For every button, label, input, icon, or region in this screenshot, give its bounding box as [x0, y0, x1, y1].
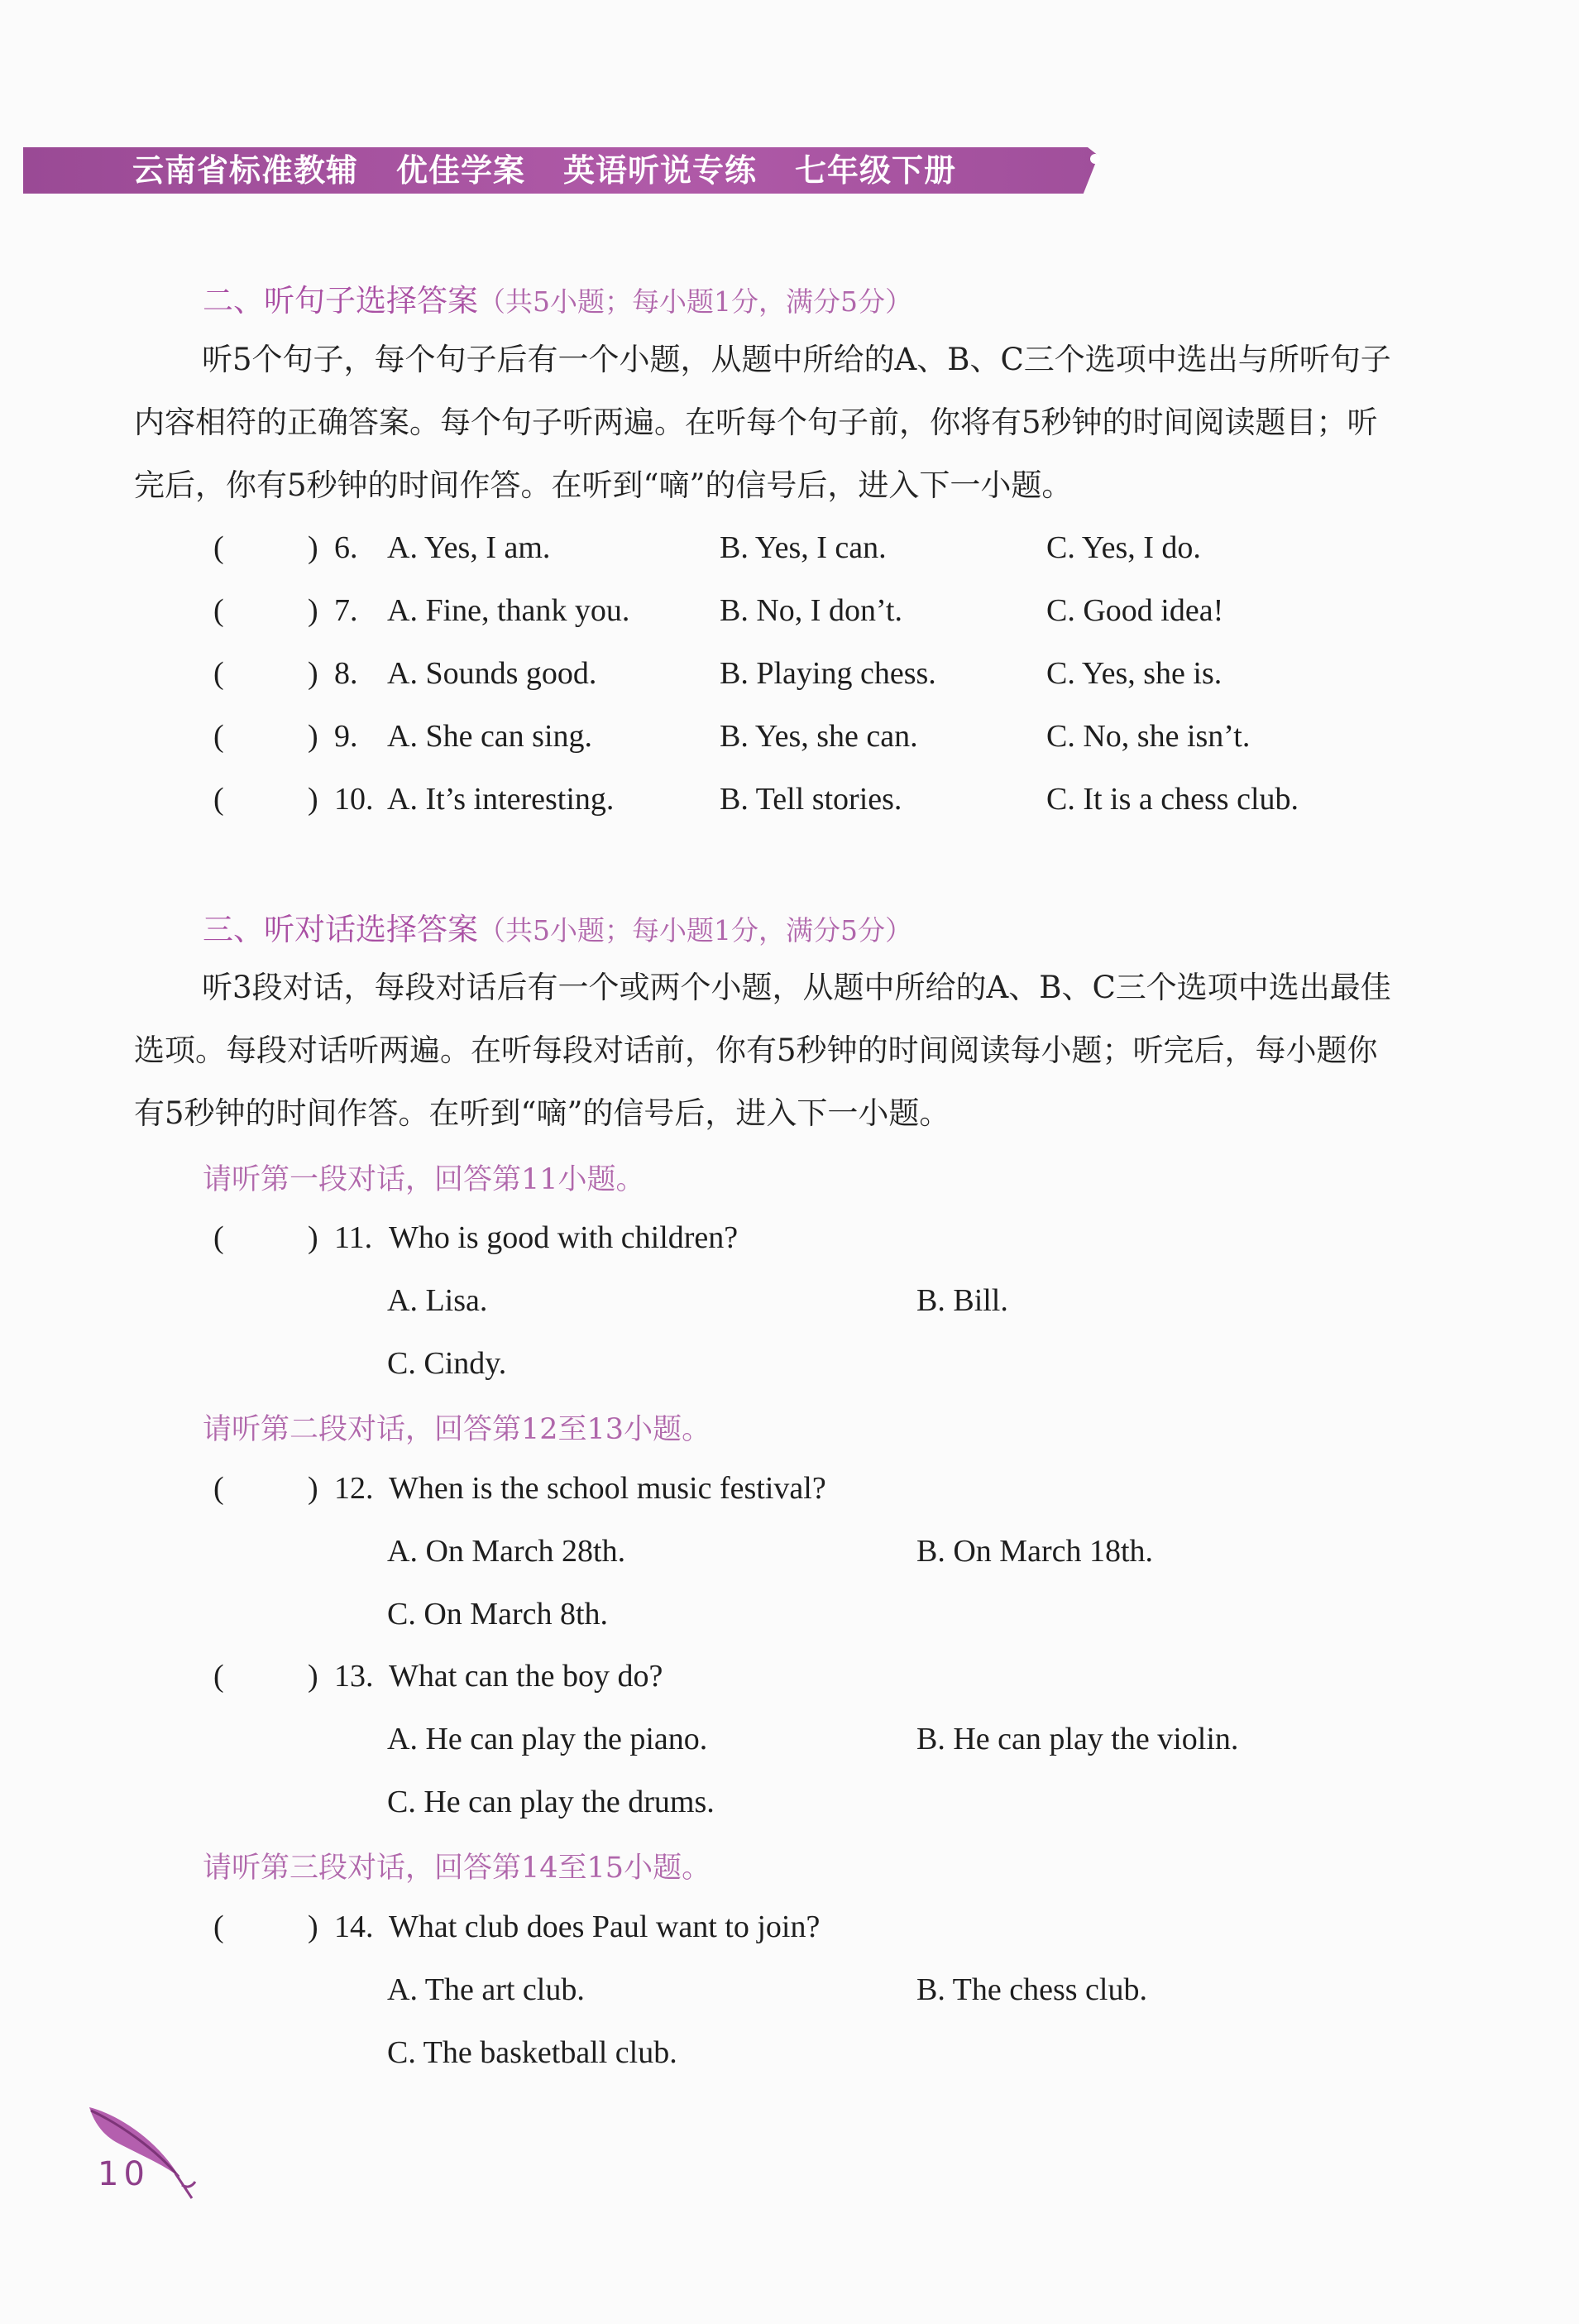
option-b: B. Yes, I can. — [720, 530, 887, 565]
option-b: B. No, I don’t. — [720, 593, 902, 628]
option-b: B. Yes, she can. — [720, 719, 918, 754]
header-grade: 七年级下册 — [795, 152, 957, 189]
banner-dot-decoration — [1090, 154, 1100, 164]
option-c: C. Yes, I do. — [1046, 530, 1201, 565]
page-number: 10 — [98, 2155, 150, 2193]
section3-instructions: 听3段对话，每段对话后有一个或两个小题，从题中所给的A、B、C三个选项中选出最佳选项。每段对话听两遍。在听每段对话前，你有5秒钟的时间阅读每小题；听完后，每小题你有5秒钟的时间作答。在听到“嘀”的信号后，进入下一小题。 — [134, 970, 1391, 1131]
option-a: A. It’s interesting. — [387, 782, 615, 817]
question-number: 9. — [334, 719, 358, 754]
option-a: A. Lisa. — [387, 1283, 488, 1318]
answer-paren-open: ( — [213, 1659, 224, 1694]
option-a: A. Fine, thank you. — [387, 593, 630, 628]
answer-paren-open: ( — [213, 782, 224, 817]
question-stem: Who is good with children? — [389, 1220, 739, 1255]
option-c: C. Cindy. — [387, 1346, 507, 1381]
question-number: 14. — [334, 1910, 374, 1944]
question-number: 8. — [334, 656, 358, 691]
answer-paren-open: ( — [213, 593, 224, 628]
header-subject: 英语听说专练 — [563, 152, 758, 189]
answer-paren-close: ) — [308, 782, 318, 817]
question-number: 10. — [334, 782, 374, 817]
question-number: 13. — [334, 1659, 374, 1694]
option-a: A. The art club. — [387, 1972, 585, 2007]
answer-paren-open: ( — [213, 1910, 224, 1944]
header-series: 云南省标准教辅 — [132, 152, 359, 189]
option-b: B. Playing chess. — [720, 656, 936, 691]
option-c: C. Yes, she is. — [1046, 656, 1223, 691]
answer-paren-open: ( — [213, 530, 224, 565]
option-a: A. Yes, I am. — [387, 530, 551, 565]
question-number: 11. — [334, 1220, 373, 1255]
answer-paren-open: ( — [213, 656, 224, 691]
question-stem: What can the boy do? — [389, 1659, 663, 1694]
question-number: 12. — [334, 1471, 374, 1506]
option-c: C. He can play the drums. — [387, 1785, 715, 1819]
answer-paren-open: ( — [213, 1471, 224, 1506]
option-b: B. Bill. — [916, 1283, 1008, 1318]
section3-score-note: （共5小题；每小题1分，满分5分） — [478, 914, 912, 946]
answer-paren-close: ) — [308, 656, 318, 691]
option-b: B. He can play the violin. — [916, 1722, 1239, 1756]
option-a: A. Sounds good. — [387, 656, 597, 691]
option-c: C. It is a chess club. — [1046, 782, 1299, 817]
answer-paren-open: ( — [213, 719, 224, 754]
option-a: A. She can sing. — [387, 719, 593, 754]
section2-title-text: 二、听句子选择答案 — [203, 283, 478, 319]
answer-paren-close: ) — [308, 1471, 318, 1506]
answer-paren-close: ) — [308, 593, 318, 628]
section2-score-note: （共5小题；每小题1分，满分5分） — [478, 285, 912, 318]
option-b: B. The chess club. — [916, 1972, 1147, 2007]
question-number: 6. — [334, 530, 358, 565]
question-stem: What club does Paul want to join? — [389, 1910, 821, 1944]
option-c: C. On March 8th. — [387, 1597, 609, 1632]
dialogue-cue-2: 请听第二段对话，回答第12至13小题。 — [203, 1413, 711, 1446]
option-a: A. On March 28th. — [387, 1534, 626, 1569]
answer-paren-close: ) — [308, 1910, 318, 1944]
question-number: 7. — [334, 593, 358, 628]
answer-paren-open: ( — [213, 1220, 224, 1255]
answer-paren-close: ) — [308, 1220, 318, 1255]
header-brand: 优佳学案 — [396, 152, 526, 189]
option-c: C. Good idea! — [1046, 593, 1224, 628]
option-a: A. He can play the piano. — [387, 1722, 708, 1756]
header-title — [132, 147, 994, 194]
section3-title-text: 三、听对话选择答案 — [203, 912, 478, 947]
section3-title — [203, 904, 912, 949]
option-b: B. Tell stories. — [720, 782, 902, 817]
dialogue-cue-3: 请听第三段对话，回答第14至15小题。 — [203, 1852, 711, 1885]
question-stem: When is the school music festival? — [389, 1471, 826, 1506]
section2-instructions: 听5个句子，每个句子后有一个小题，从题中所给的A、B、C三个选项中选出与所听句子内容相符的正确答案。每个句子听两遍。在听每个句子前，你将有5秒钟的时间阅读题目；听完后，你有5秒钟的时间作答。在听到“嘀”的信号后，进入下一小题。 — [134, 342, 1391, 503]
option-b: B. On March 18th. — [916, 1534, 1154, 1569]
answer-paren-close: ) — [308, 1659, 318, 1694]
option-c: C. No, she isn’t. — [1046, 719, 1251, 754]
answer-paren-close: ) — [308, 719, 318, 754]
dialogue-cue-1: 请听第一段对话，回答第11小题。 — [203, 1163, 645, 1196]
section2-title — [203, 276, 912, 320]
option-c: C. The basketball club. — [387, 2035, 677, 2070]
answer-paren-close: ) — [308, 530, 318, 565]
